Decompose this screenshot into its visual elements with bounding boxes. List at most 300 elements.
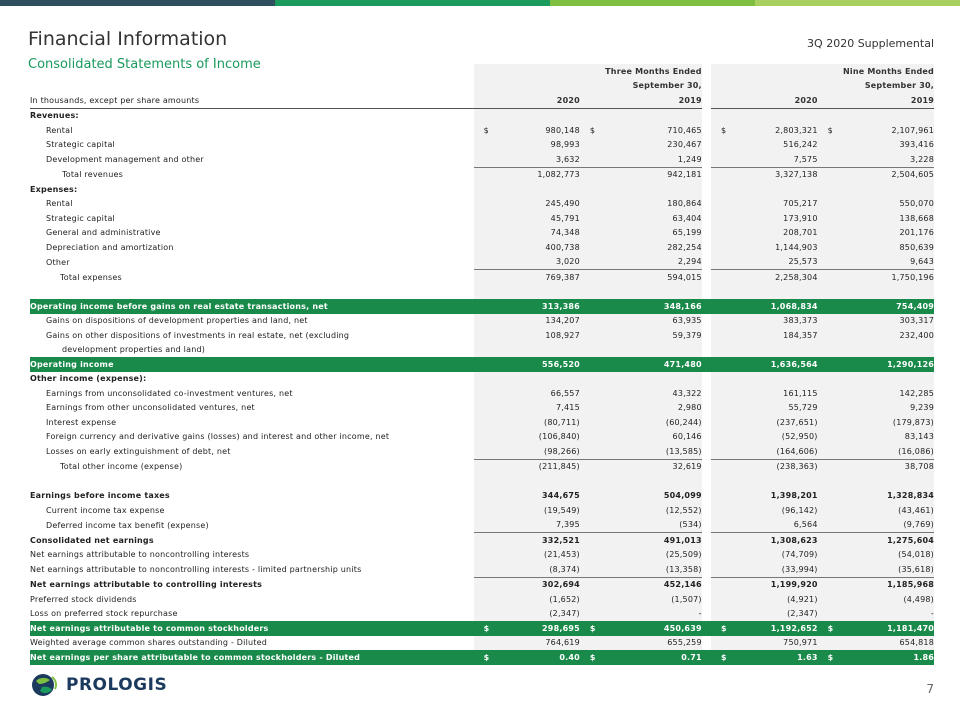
value-cell: (237,651) [736, 415, 817, 430]
value-cell: 1,308,623 [736, 533, 817, 548]
value-cell: (4,498) [843, 592, 934, 607]
value-cell [499, 372, 580, 387]
year-col-4: 2019 [843, 93, 934, 108]
currency-cell [711, 562, 736, 577]
value-cell: 0.71 [605, 650, 702, 665]
value-cell [843, 474, 934, 489]
table-row [30, 299, 934, 314]
currency-cell [818, 357, 843, 372]
value-cell: 1.86 [843, 650, 934, 665]
table-row [30, 489, 934, 504]
value-cell: 754,409 [843, 299, 934, 314]
currency-cell [818, 459, 843, 474]
value-cell: (54,018) [843, 548, 934, 563]
currency-cell [711, 518, 736, 533]
value-cell: 43,322 [605, 386, 702, 401]
column-spacer [702, 607, 711, 622]
row-label: Operating income before gains on real estate transactions, net [30, 299, 474, 314]
currency-cell [711, 357, 736, 372]
value-cell: 452,146 [605, 577, 702, 592]
value-cell: (96,142) [736, 503, 817, 518]
value-cell: (21,453) [499, 548, 580, 563]
currency-cell [818, 489, 843, 504]
currency-cell [711, 401, 736, 416]
table-row [30, 636, 934, 651]
value-cell [736, 108, 817, 123]
value-cell: 450,639 [605, 621, 702, 636]
row-label: Total expenses [60, 272, 122, 282]
column-spacer [702, 577, 711, 592]
globe-logo-icon [30, 672, 60, 698]
table-row [30, 621, 934, 636]
currency-cell [711, 343, 736, 358]
table-row [30, 533, 934, 548]
period2-header: Nine Months Ended [843, 64, 934, 79]
value-cell: (9,769) [843, 518, 934, 533]
currency-cell [818, 562, 843, 577]
currency-cell [474, 636, 499, 651]
value-cell: 66,557 [499, 386, 580, 401]
column-spacer [702, 650, 711, 665]
value-cell: 980,148 [499, 123, 580, 138]
column-spacer [702, 108, 711, 123]
value-cell [736, 285, 817, 300]
value-cell [843, 108, 934, 123]
table-row [30, 430, 934, 445]
currency-cell [711, 459, 736, 474]
value-cell: 180,864 [605, 197, 702, 212]
row-label: Net earnings attributable to noncontrolling interests - limited partnership units [30, 565, 362, 574]
value-cell: 0.40 [499, 650, 580, 665]
table-row [30, 577, 934, 592]
value-cell: 2,504,605 [843, 167, 934, 182]
currency-cell [474, 138, 499, 153]
currency-cell: $ [580, 621, 605, 636]
value-cell: 550,070 [843, 197, 934, 212]
page-number: 7 [926, 682, 934, 696]
table-row [30, 108, 934, 123]
supplemental-label: 3Q 2020 Supplemental [807, 37, 934, 50]
table-row [30, 357, 934, 372]
value-cell [736, 343, 817, 358]
table-row [30, 518, 934, 533]
currency-cell [711, 211, 736, 226]
table-header-row-1 [30, 64, 934, 79]
value-cell: 1,181,470 [843, 621, 934, 636]
column-spacer [702, 240, 711, 255]
value-cell: (33,994) [736, 562, 817, 577]
table-row [30, 255, 934, 270]
currency-cell [711, 444, 736, 459]
currency-cell: $ [580, 650, 605, 665]
currency-cell [580, 474, 605, 489]
value-cell: 1,275,604 [843, 533, 934, 548]
row-label: Expenses: [30, 184, 78, 194]
column-spacer [702, 489, 711, 504]
value-cell [499, 474, 580, 489]
value-cell: 1,398,201 [736, 489, 817, 504]
value-cell: 38,708 [843, 459, 934, 474]
value-cell: 594,015 [605, 270, 702, 285]
row-label: Preferred stock dividends [30, 594, 137, 604]
currency-cell [474, 328, 499, 343]
top-bar-segment-2 [275, 0, 550, 6]
currency-cell [580, 197, 605, 212]
currency-cell [580, 357, 605, 372]
row-label: Loss on preferred stock repurchase [30, 609, 178, 619]
units-label: In thousands, except per share amounts [30, 93, 474, 108]
row-label: Rental [46, 199, 73, 209]
currency-cell [580, 299, 605, 314]
currency-cell: $ [474, 650, 499, 665]
currency-cell [580, 592, 605, 607]
currency-cell [580, 108, 605, 123]
value-cell: 1,199,920 [736, 577, 817, 592]
value-cell: 302,694 [499, 577, 580, 592]
currency-cell [580, 489, 605, 504]
column-spacer [702, 621, 711, 636]
currency-cell [711, 592, 736, 607]
currency-cell [711, 489, 736, 504]
currency-cell [474, 182, 499, 197]
value-cell: 55,729 [736, 401, 817, 416]
table-row [30, 607, 934, 622]
table-row [30, 226, 934, 241]
row-label [30, 474, 474, 489]
value-cell: 282,254 [605, 240, 702, 255]
currency-cell [474, 343, 499, 358]
column-spacer [702, 401, 711, 416]
value-cell: 45,791 [499, 211, 580, 226]
currency-cell [818, 255, 843, 270]
value-cell: 1,185,968 [843, 577, 934, 592]
value-cell [736, 182, 817, 197]
currency-cell: $ [818, 621, 843, 636]
row-label: Rental [46, 125, 73, 135]
currency-cell [580, 430, 605, 445]
row-label: Earnings from other unconsolidated ventures, net [46, 403, 255, 413]
currency-cell [580, 255, 605, 270]
value-cell: 393,416 [843, 138, 934, 153]
row-label: General and administrative [46, 228, 161, 238]
top-bar-segment-1 [0, 0, 275, 6]
currency-cell [580, 577, 605, 592]
value-cell: 764,619 [499, 636, 580, 651]
table-row [30, 197, 934, 212]
prologis-logo [30, 672, 167, 698]
currency-cell [711, 285, 736, 300]
value-cell: 230,467 [605, 138, 702, 153]
row-label: Earnings before income taxes [30, 491, 170, 501]
value-cell: 98,993 [499, 138, 580, 153]
value-cell: 850,639 [843, 240, 934, 255]
logo-text: PROLOGIS [66, 675, 168, 695]
currency-cell [818, 240, 843, 255]
table-row [30, 372, 934, 387]
value-cell [605, 108, 702, 123]
currency-cell [818, 343, 843, 358]
value-cell: 1,328,834 [843, 489, 934, 504]
value-cell: - [843, 607, 934, 622]
currency-cell [818, 548, 843, 563]
currency-cell [818, 270, 843, 285]
value-cell: 516,242 [736, 138, 817, 153]
currency-cell: $ [711, 650, 736, 665]
value-cell: (2,347) [499, 607, 580, 622]
value-cell: 710,465 [605, 123, 702, 138]
value-cell: 1,636,564 [736, 357, 817, 372]
value-cell: (238,363) [736, 459, 817, 474]
value-cell: 1,249 [605, 152, 702, 167]
currency-cell [474, 474, 499, 489]
value-cell: 201,176 [843, 226, 934, 241]
currency-cell [818, 430, 843, 445]
currency-cell [711, 533, 736, 548]
value-cell: 2,294 [605, 255, 702, 270]
value-cell: 504,099 [605, 489, 702, 504]
currency-cell [711, 240, 736, 255]
page-subtitle: Consolidated Statements of Income [28, 57, 261, 72]
year-col-1: 2020 [499, 93, 580, 108]
currency-cell [474, 444, 499, 459]
row-label: Depreciation and amortization [46, 242, 174, 252]
column-spacer [702, 548, 711, 563]
currency-cell [711, 138, 736, 153]
column-spacer [702, 285, 711, 300]
value-cell [843, 372, 934, 387]
value-cell: (1,652) [499, 592, 580, 607]
currency-cell [711, 314, 736, 329]
row-label: Weighted average common shares outstanding - Diluted [30, 638, 267, 648]
column-spacer [702, 357, 711, 372]
currency-cell [711, 108, 736, 123]
value-cell: 60,146 [605, 430, 702, 445]
value-cell: 1,144,903 [736, 240, 817, 255]
column-spacer [702, 415, 711, 430]
currency-cell [711, 577, 736, 592]
currency-cell [580, 152, 605, 167]
row-label: Gains on other dispositions of investments in real estate, net (excluding [46, 330, 350, 340]
currency-cell [580, 518, 605, 533]
row-label: Current income tax expense [46, 505, 165, 515]
currency-cell: $ [818, 650, 843, 665]
currency-cell [474, 372, 499, 387]
row-label [30, 285, 474, 300]
currency-cell [818, 167, 843, 182]
value-cell: 63,935 [605, 314, 702, 329]
row-label: Net earnings attributable to controlling interests [30, 580, 263, 589]
currency-cell [474, 226, 499, 241]
value-cell [499, 108, 580, 123]
table-row [30, 548, 934, 563]
currency-cell [818, 577, 843, 592]
value-cell: 161,115 [736, 386, 817, 401]
currency-cell [711, 430, 736, 445]
currency-cell [818, 415, 843, 430]
currency-cell [711, 299, 736, 314]
value-cell: 138,668 [843, 211, 934, 226]
table-row [30, 415, 934, 430]
currency-cell [474, 503, 499, 518]
value-cell: 491,013 [605, 533, 702, 548]
value-cell: 2,803,321 [736, 123, 817, 138]
value-cell [605, 343, 702, 358]
currency-cell [711, 503, 736, 518]
value-cell [499, 343, 580, 358]
currency-cell [580, 386, 605, 401]
value-cell: (52,950) [736, 430, 817, 445]
value-cell: 303,317 [843, 314, 934, 329]
value-cell: (19,549) [499, 503, 580, 518]
value-cell: (179,873) [843, 415, 934, 430]
column-spacer [702, 299, 711, 314]
currency-cell [818, 138, 843, 153]
value-cell: (35,618) [843, 562, 934, 577]
row-label: development properties and land) [62, 345, 206, 355]
column-spacer [702, 314, 711, 329]
currency-cell [580, 167, 605, 182]
currency-cell [580, 182, 605, 197]
currency-cell [580, 503, 605, 518]
currency-cell [711, 226, 736, 241]
currency-cell [474, 255, 499, 270]
value-cell: 348,166 [605, 299, 702, 314]
value-cell: 313,386 [499, 299, 580, 314]
value-cell: 9,239 [843, 401, 934, 416]
value-cell: (8,374) [499, 562, 580, 577]
value-cell: 74,348 [499, 226, 580, 241]
value-cell: 173,910 [736, 211, 817, 226]
currency-cell: $ [474, 123, 499, 138]
period2-subheader: September 30, [843, 79, 934, 94]
column-spacer [702, 167, 711, 182]
currency-cell [580, 459, 605, 474]
value-cell: 1,068,834 [736, 299, 817, 314]
table-header-row-3 [30, 93, 934, 108]
row-label: Net earnings attributable to common stockholders [30, 621, 474, 636]
value-cell: (2,347) [736, 607, 817, 622]
currency-cell [711, 197, 736, 212]
currency-cell [580, 270, 605, 285]
row-label: Other [46, 257, 70, 267]
row-label: Development management and other [46, 155, 204, 164]
page-title: Financial Information [28, 28, 228, 50]
table-row [30, 343, 934, 358]
value-cell: 1,082,773 [499, 167, 580, 182]
value-cell: 750,971 [736, 636, 817, 651]
column-spacer [702, 592, 711, 607]
value-cell: 3,632 [499, 152, 580, 167]
currency-cell [818, 474, 843, 489]
table-row [30, 386, 934, 401]
value-cell: (60,244) [605, 415, 702, 430]
column-spacer [702, 386, 711, 401]
currency-cell [474, 459, 499, 474]
value-cell: 208,701 [736, 226, 817, 241]
currency-cell [711, 270, 736, 285]
row-label: Gains on dispositions of development properties and land, net [46, 316, 308, 326]
currency-cell [474, 401, 499, 416]
currency-cell [818, 182, 843, 197]
currency-cell [711, 255, 736, 270]
column-spacer [702, 328, 711, 343]
value-cell [605, 474, 702, 489]
value-cell: 1,750,196 [843, 270, 934, 285]
column-spacer [702, 430, 711, 445]
value-cell: 134,207 [499, 314, 580, 329]
value-cell: 1,290,126 [843, 357, 934, 372]
value-cell: (25,509) [605, 548, 702, 563]
currency-cell [818, 386, 843, 401]
value-cell: 400,738 [499, 240, 580, 255]
currency-cell [818, 372, 843, 387]
currency-cell [580, 285, 605, 300]
value-cell: (43,461) [843, 503, 934, 518]
currency-cell [580, 607, 605, 622]
currency-cell [474, 548, 499, 563]
column-spacer [702, 636, 711, 651]
value-cell [499, 285, 580, 300]
currency-cell [580, 314, 605, 329]
currency-cell [818, 152, 843, 167]
row-label: Other income (expense): [30, 374, 147, 384]
currency-cell [474, 108, 499, 123]
value-cell: 3,228 [843, 152, 934, 167]
value-cell: - [605, 607, 702, 622]
currency-cell [711, 386, 736, 401]
table-row [30, 152, 934, 167]
currency-cell [474, 607, 499, 622]
currency-cell [818, 197, 843, 212]
table-row [30, 270, 934, 285]
value-cell: 108,927 [499, 328, 580, 343]
value-cell: (74,709) [736, 548, 817, 563]
value-cell: (211,845) [499, 459, 580, 474]
value-cell [605, 182, 702, 197]
currency-cell [711, 474, 736, 489]
row-label: Total revenues [62, 170, 123, 179]
value-cell: 654,818 [843, 636, 934, 651]
currency-cell [818, 314, 843, 329]
value-cell: 83,143 [843, 430, 934, 445]
year-col-2: 2019 [605, 93, 702, 108]
row-label: Total other income (expense) [60, 462, 183, 471]
value-cell: 942,181 [605, 167, 702, 182]
currency-cell [474, 386, 499, 401]
row-label: Foreign currency and derivative gains (losses) and interest and other income, net [46, 432, 390, 442]
currency-cell [818, 328, 843, 343]
row-label: Operating income [30, 357, 474, 372]
currency-cell [474, 489, 499, 504]
table-row [30, 123, 934, 138]
value-cell: 142,285 [843, 386, 934, 401]
table-row [30, 138, 934, 153]
row-label: Net earnings per share attributable to common stockholders - Diluted [30, 650, 474, 665]
value-cell: (13,585) [605, 444, 702, 459]
row-label: Strategic capital [46, 213, 115, 223]
row-label: Earnings from unconsolidated co-investment ventures, net [46, 388, 293, 398]
value-cell: 7,415 [499, 401, 580, 416]
value-cell: (1,507) [605, 592, 702, 607]
currency-cell [818, 503, 843, 518]
value-cell [843, 285, 934, 300]
row-label: Losses on early extinguishment of debt, net [46, 447, 231, 456]
value-cell: 705,217 [736, 197, 817, 212]
currency-cell [818, 607, 843, 622]
currency-cell [711, 167, 736, 182]
currency-cell [474, 197, 499, 212]
currency-cell [474, 577, 499, 592]
